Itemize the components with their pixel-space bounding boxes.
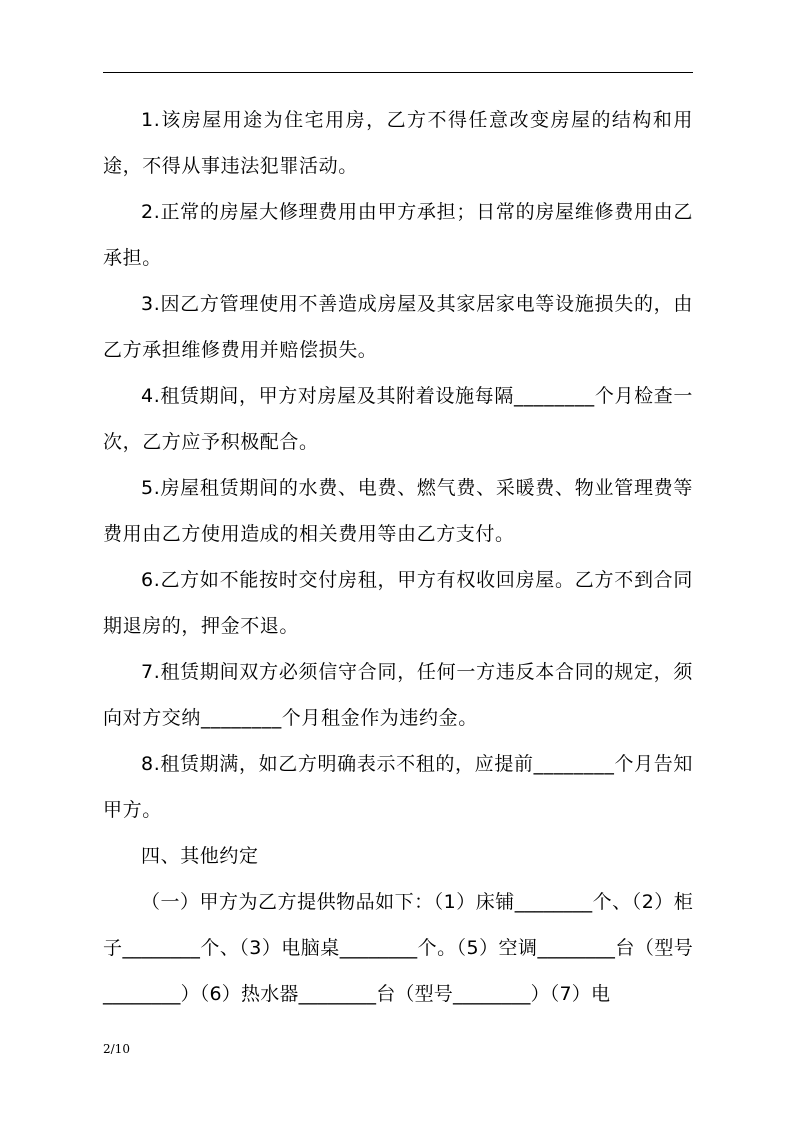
clause-6-paragraph: 6.乙方如不能按时交付房租，甲方有权收回房屋。乙方不到合同期退房的，押金不退。 [103, 569, 693, 637]
clause-3-paragraph: 3.因乙方管理使用不善造成房屋及其家居家电等设施损失的，由乙方承担维修费用并赔偿损失。 [103, 293, 693, 361]
section-heading-other-agreements: 四、其他约定 [141, 845, 259, 867]
page-number: 2/10 [103, 1042, 130, 1056]
clause-7-paragraph: 7.租赁期间双方必须信守合同，任何一方违反本合同的规定，须向对方交纳________个月租金作为违约金。 [103, 661, 693, 729]
document-body [103, 97, 693, 1017]
clause-8-paragraph: 8.租赁期满，如乙方明确表示不租的，应提前________个月告知甲方。 [103, 753, 693, 821]
clause-2-paragraph: 2.正常的房屋大修理费用由甲方承担；日常的房屋维修费用由乙承担。 [103, 201, 693, 269]
clause-5-paragraph: 5.房屋租赁期间的水费、电费、燃气费、采暖费、物业管理费等费用由乙方使用造成的相关费用等由乙方支付。 [103, 477, 693, 545]
clause-1-paragraph: 1.该房屋用途为住宅用房，乙方不得任意改变房屋的结构和用途，不得从事违法犯罪活动。 [103, 109, 693, 177]
provided-items-paragraph: （一）甲方为乙方提供物品如下：（1）床铺________个、（2）柜子________个、（3）电脑桌________个。（5）空调________台（型号________）（6）热水器________台（型号________）（7）电 [103, 891, 693, 1005]
header-rule [103, 72, 693, 73]
clause-4-paragraph: 4.租赁期间，甲方对房屋及其附着设施每隔________个月检查一次，乙方应予积极配合。 [103, 385, 693, 453]
